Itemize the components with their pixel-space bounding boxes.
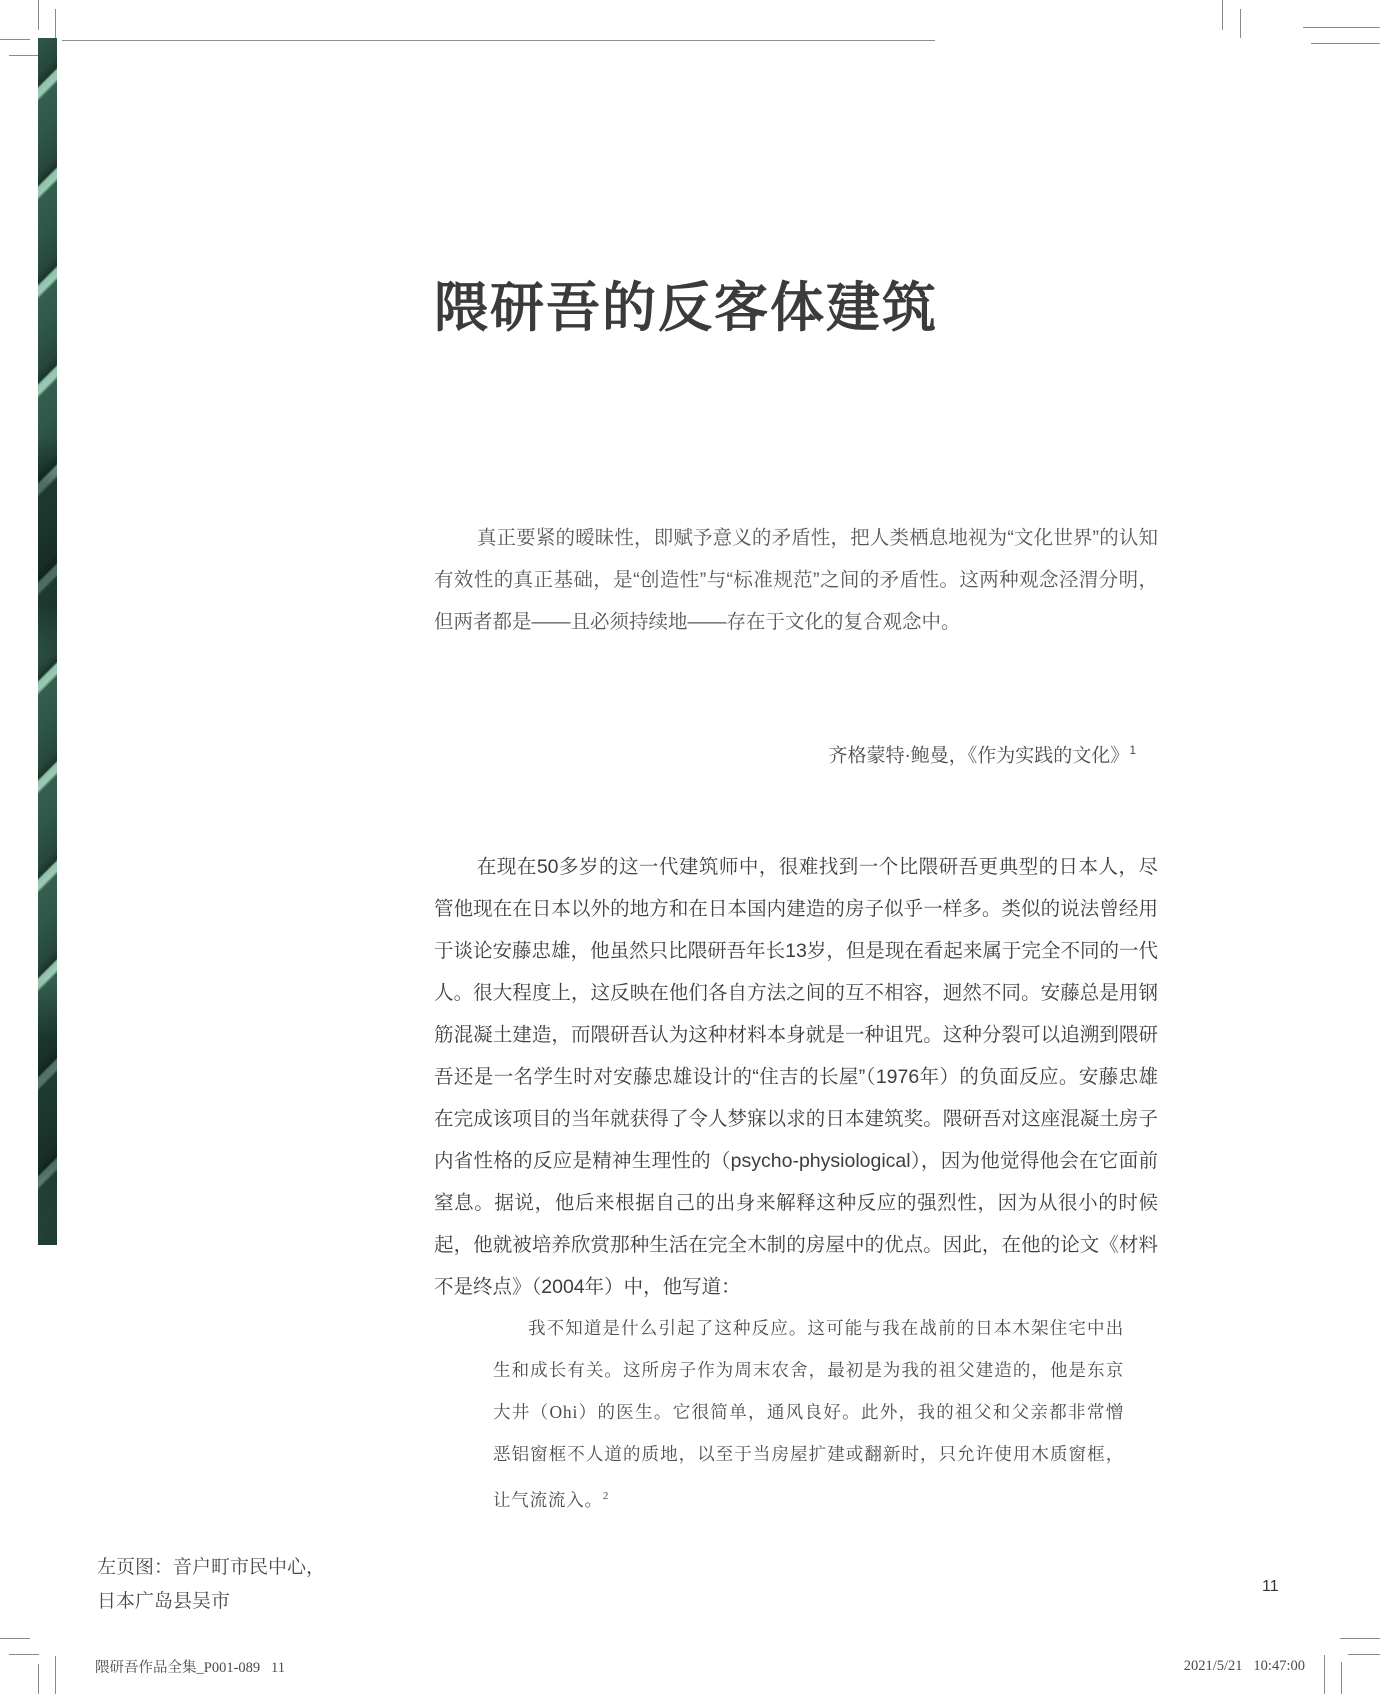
crop-mark-bottom-right-v1 <box>1324 1655 1325 1694</box>
print-slug: 隈研吾作品全集_P001-089 11 <box>95 1660 285 1676</box>
print-timestamp: 2021/5/21 10:47:00 <box>1183 1658 1305 1674</box>
crop-mark-bottom-left-v2 <box>55 1656 56 1694</box>
block-quote <box>493 1307 1124 1521</box>
crop-mark-bottom-left-v1 <box>38 1664 39 1694</box>
crop-mark-top-right-v1 <box>1222 0 1223 30</box>
crop-mark-bottom-right-h1 <box>1340 1638 1380 1639</box>
crop-mark-bottom-left-h1 <box>0 1638 30 1639</box>
photo-caption <box>97 1551 325 1619</box>
page-title: 隈研吾的反客体建筑 <box>434 278 938 338</box>
crop-mark-top-right-h1 <box>1303 27 1380 28</box>
block-quote-text: 我不知道是什么引起了这种反应。这可能与我在战前的日本木架住宅中出生和成长有关。这所房子作为周末农舍，最初是为我的祖父建造的，他是东京大井（Ohi）的医生。它很简单，通风良好。此外，我的祖父和父亲都非常憎恶铝窗框不人道的质地，以至于当房屋扩建或翻新时，只允许使用木质窗框，让气流流入。 <box>493 1318 1124 1510</box>
crop-mark-bottom-right-h2 <box>1348 1654 1380 1655</box>
epigraph-attribution <box>434 737 1158 769</box>
body-paragraph: 在现在50多岁的这一代建筑师中，很难找到一个比隈研吾更典型的日本人，尽管他现在在日本以外的地方和在日本国内建造的房子似乎一样多。类似的说法曾经用于谈论安藤忠雄，他虽然只比隈研吾年长13岁，但是现在看起来属于完全不同的一代人。很大程度上，这反映在他们各自方法之间的互不相容，迥然不同。安藤总是用钢筋混凝土建造，而隈研吾认为这种材料本身就是一种诅咒。这种分裂可以追溯到隈研吾还是一名学生时对安藤忠雄设计的“住吉的长屋”（1976年）的负面反应。安藤忠雄在完成该项目的当年就获得了令人梦寐以求的日本建筑奖。隈研吾对这座混凝土房子内省性格的反应是精神生理性的（psycho-physiological），因为他觉得他会在它面前窒息。据说，他后来根据自己的出身来解释这种反应的强烈性，因为从很小的时候起，他就被培养欣赏那种生活在完全木制的房屋中的优点。因此，在他的论文《材料不是终点》（2004年）中，他写道： <box>434 856 1158 1298</box>
top-rule <box>62 40 935 41</box>
epigraph-quote: 真正要紧的暧昧性，即赋予意义的矛盾性，把人类栖息地视为“文化世界”的认知有效性的真正基础，是“创造性”与“标准规范”之间的矛盾性。这两种观念泾渭分明，但两者都是——且必须持续地——存在于文化的复合观念中。 <box>434 527 1158 633</box>
crop-mark-bottom-right-v2 <box>1341 1662 1342 1694</box>
footnote-ref-2: 2 <box>602 1490 609 1502</box>
photo-caption-line1: 左页图：音户町市民中心， <box>97 1557 326 1578</box>
page-number: 11 <box>1262 1578 1279 1595</box>
footnote-ref-1: 1 <box>1129 743 1136 757</box>
left-page-photo-strip <box>38 38 57 1245</box>
epigraph-attribution-text: 齐格蒙特·鲍曼，《作为实践的文化》 <box>828 745 1130 767</box>
crop-mark-top-left-v2 <box>55 9 56 38</box>
crop-mark-top-right-h2 <box>1311 43 1380 44</box>
crop-mark-top-right-v2 <box>1240 9 1241 38</box>
crop-mark-bottom-left-h2 <box>9 1654 39 1655</box>
crop-mark-top-left-h2 <box>9 55 39 56</box>
photo-caption-line2: 日本广岛县吴市 <box>97 1591 231 1612</box>
crop-mark-top-left-h1 <box>0 39 30 40</box>
crop-mark-top-left-v1 <box>38 0 39 30</box>
